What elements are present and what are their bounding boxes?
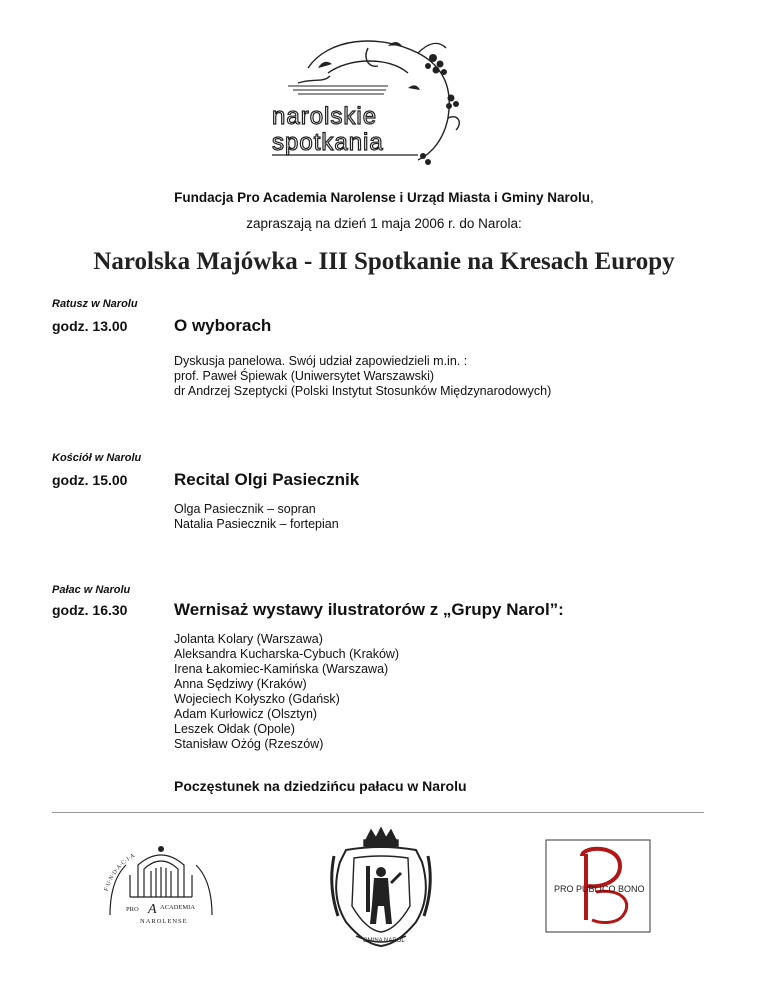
intro-org: Fundacja Pro Academia Narolense i Urząd Miasta i Gminy Narolu [174, 190, 591, 205]
detail-line: Olga Pasiecznik – sopran [174, 502, 316, 516]
ppb-publico: PUBLICO [576, 884, 616, 894]
fundacja-narolense: NAROLENSE [140, 918, 188, 925]
pro-publico-bono-logo [542, 836, 654, 936]
event-time: godz. 15.00 [52, 472, 128, 488]
detail-line: Anna Sędziwy (Kraków) [174, 677, 307, 691]
event-time: godz. 16.30 [52, 602, 128, 618]
intro-invitation: zapraszają na dzień 1 maja 2006 r. do Narola: [246, 216, 522, 231]
event-venue: Kościół w Narolu [52, 452, 142, 464]
closing-note: Poczęstunek na dziedzińcu pałacu w Narolu [174, 778, 467, 794]
event-title: Wernisaż wystawy ilustratorów z „Grupy Narol”: [174, 600, 564, 619]
logo-text-line1: narolskie [272, 103, 378, 130]
detail-line: prof. Paweł Śpiewak (Uniwersytet Warszawski) [174, 369, 435, 383]
detail-line: Jolanta Kolary (Warszawa) [174, 632, 323, 646]
gmina-narol-crest [326, 826, 436, 950]
event-details [174, 354, 551, 399]
intro-organizers [0, 190, 768, 205]
event-details [174, 502, 339, 532]
detail-line: Irena Łakomiec-Kamińska (Warszawa) [174, 662, 389, 676]
detail-line: Aleksandra Kucharska-Cybuch (Kraków) [174, 647, 400, 661]
event-details [174, 632, 399, 752]
detail-line: dr Andrzej Szeptycki (Polski Instytut Stosunków Międzynarodowych) [174, 384, 552, 398]
intro-comma: , [590, 190, 594, 205]
ppb-bono: BONO [618, 884, 645, 894]
ppb-pro: PRO [554, 884, 574, 894]
event-title: O wyborach [174, 316, 272, 335]
fundacja-logo [96, 835, 226, 935]
event-venue: Pałac w Narolu [52, 584, 131, 596]
narolskie-spotkania-logo [268, 28, 468, 173]
logo-text-line2: spotkania [272, 129, 384, 156]
detail-line: Stanisław Ożóg (Rzeszów) [174, 737, 324, 751]
page-title: Narolska Majówka - III Spotkanie na Kresach Europy [93, 248, 675, 275]
footer-divider [52, 812, 704, 813]
fundacja-academia: ACADEMIA [160, 904, 196, 911]
fundacja-pro: PRO [126, 906, 139, 913]
event-venue: Ratusz w Narolu [52, 298, 138, 310]
detail-line: Dyskusja panelowa. Swój udział zapowiedzieli m.in. : [174, 354, 468, 368]
detail-line: Leszek Ołdak (Opole) [174, 722, 295, 736]
detail-line: Wojeciech Kołyszko (Gdańsk) [174, 692, 340, 706]
fundacja-arc-text: F·U·N·D·A·C·J·A [103, 853, 137, 892]
svg-text:A: A [148, 902, 157, 917]
detail-line: Adam Kurłowicz (Olsztyn) [174, 707, 318, 721]
crest-text: GMINA NAROL [363, 938, 405, 944]
event-title: Recital Olgi Pasiecznik [174, 470, 360, 489]
event-time: godz. 13.00 [52, 318, 128, 334]
detail-line: Natalia Pasiecznik – fortepian [174, 517, 339, 531]
